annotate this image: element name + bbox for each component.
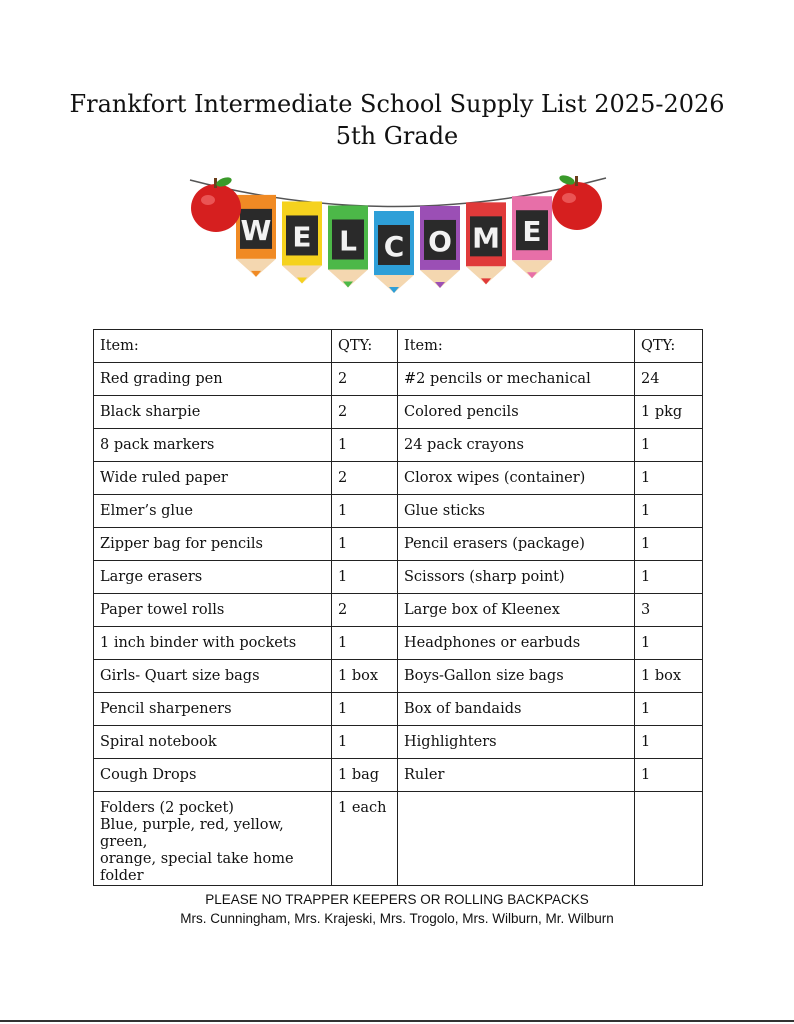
- table-row: [94, 561, 703, 594]
- cell-empty: [398, 792, 635, 886]
- cell-right-item: Boys-Gallon size bags: [398, 660, 635, 693]
- table-row: [94, 759, 703, 792]
- table-row: [94, 660, 703, 693]
- bottom-divider: [0, 1020, 794, 1022]
- cell-right-qty: 1: [635, 561, 703, 594]
- cell-left-item: Wide ruled paper: [94, 462, 332, 495]
- cell-left-item: Large erasers: [94, 561, 332, 594]
- cell-right-item: Glue sticks: [398, 495, 635, 528]
- banner-letter: E: [292, 220, 312, 254]
- cell-left-item: 8 pack markers: [94, 429, 332, 462]
- cell-right-item: Large box of Kleenex: [398, 594, 635, 627]
- cell-right-item: Highlighters: [398, 726, 635, 759]
- cell-right-item: Box of bandaids: [398, 693, 635, 726]
- banner-pennant: [466, 202, 506, 284]
- cell-right-qty: 1 box: [635, 660, 703, 693]
- table-row: [94, 693, 703, 726]
- cell-left-qty: 1: [332, 693, 398, 726]
- cell-left-item: Cough Drops: [94, 759, 332, 792]
- cell-folders-item: [94, 792, 332, 886]
- no-trapper-keepers-notice: PLEASE NO TRAPPER KEEPERS OR ROLLING BACKPACKS: [205, 892, 589, 907]
- cell-left-qty: 1 bag: [332, 759, 398, 792]
- cell-right-qty: 1: [635, 495, 703, 528]
- grade-subtitle: 5th Grade: [335, 122, 459, 150]
- table-row-folders: [94, 792, 703, 886]
- cell-right-qty: 1: [635, 528, 703, 561]
- page-title: Frankfort Intermediate School Supply List 2025-2026: [69, 90, 725, 118]
- table-header-row: [94, 330, 703, 363]
- cell-left-qty: 1 box: [332, 660, 398, 693]
- cell-left-item: Red grading pen: [94, 363, 332, 396]
- header-item-right: Item:: [398, 330, 635, 363]
- header-qty-right: QTY:: [635, 330, 703, 363]
- cell-right-item: Ruler: [398, 759, 635, 792]
- cell-left-qty: 1: [332, 561, 398, 594]
- banner-letter: E: [522, 215, 542, 249]
- cell-right-item: Headphones or earbuds: [398, 627, 635, 660]
- table-row: [94, 627, 703, 660]
- cell-left-qty: 2: [332, 363, 398, 396]
- cell-left-item: Black sharpie: [94, 396, 332, 429]
- cell-left-item: Spiral notebook: [94, 726, 332, 759]
- banner-letter: C: [383, 229, 405, 263]
- banner-letter: M: [472, 221, 500, 255]
- cell-left-qty: 1: [332, 528, 398, 561]
- banner-letter: O: [428, 224, 452, 258]
- banner-pennant: [328, 205, 368, 287]
- cell-left-item: 1 inch binder with pockets: [94, 627, 332, 660]
- cell-left-item: Pencil sharpeners: [94, 693, 332, 726]
- cell-right-qty: 3: [635, 594, 703, 627]
- cell-right-item: Clorox wipes (container): [398, 462, 635, 495]
- folders-line1: Folders (2 pocket): [100, 800, 234, 816]
- cell-folders-qty: 1 each: [332, 792, 398, 886]
- cell-right-qty: 1: [635, 759, 703, 792]
- cell-right-item: Pencil erasers (package): [398, 528, 635, 561]
- teacher-names: Mrs. Cunningham, Mrs. Krajeski, Mrs. Trogolo, Mrs. Wilburn, Mr. Wilburn: [180, 911, 614, 926]
- cell-right-qty: 1 pkg: [635, 396, 703, 429]
- banner-pennant: [420, 206, 460, 288]
- apple-right-icon: [552, 174, 602, 230]
- cell-left-qty: 2: [332, 594, 398, 627]
- cell-left-qty: 1: [332, 627, 398, 660]
- apple-left-icon: [191, 176, 241, 232]
- table-row: [94, 528, 703, 561]
- table-row: [94, 396, 703, 429]
- cell-right-qty: 1: [635, 693, 703, 726]
- cell-right-qty: 1: [635, 726, 703, 759]
- welcome-banner: [186, 172, 610, 300]
- cell-left-item: Zipper bag for pencils: [94, 528, 332, 561]
- cell-left-qty: 1: [332, 726, 398, 759]
- folders-line2: Blue, purple, red, yellow, green,: [100, 817, 284, 850]
- banner-pennant: [512, 196, 552, 278]
- banner-letter: L: [339, 224, 357, 258]
- supply-table: [93, 329, 703, 886]
- table-row: [94, 726, 703, 759]
- cell-right-qty: 1: [635, 429, 703, 462]
- cell-right-qty: 1: [635, 627, 703, 660]
- cell-left-item: Paper towel rolls: [94, 594, 332, 627]
- cell-left-qty: 2: [332, 396, 398, 429]
- header-item-left: Item:: [94, 330, 332, 363]
- cell-left-item: Girls- Quart size bags: [94, 660, 332, 693]
- table-row: [94, 429, 703, 462]
- table-row: [94, 594, 703, 627]
- cell-right-item: Scissors (sharp point): [398, 561, 635, 594]
- table-row: [94, 462, 703, 495]
- banner-pennant: [236, 195, 276, 277]
- banner-letter: W: [240, 213, 272, 247]
- cell-right-item: Colored pencils: [398, 396, 635, 429]
- cell-left-qty: 2: [332, 462, 398, 495]
- cell-right-item: 24 pack crayons: [398, 429, 635, 462]
- folders-line3: orange, special take home folder: [100, 851, 294, 884]
- cell-left-item: Elmer’s glue: [94, 495, 332, 528]
- cell-right-qty: 1: [635, 462, 703, 495]
- cell-right-qty: 24: [635, 363, 703, 396]
- table-row: [94, 363, 703, 396]
- cell-left-qty: 1: [332, 429, 398, 462]
- cell-left-qty: 1: [332, 495, 398, 528]
- banner-pennant: [282, 201, 322, 283]
- cell-empty: [635, 792, 703, 886]
- banner-pennant: [374, 211, 414, 293]
- header-qty-left: QTY:: [332, 330, 398, 363]
- table-row: [94, 495, 703, 528]
- cell-right-item: #2 pencils or mechanical: [398, 363, 635, 396]
